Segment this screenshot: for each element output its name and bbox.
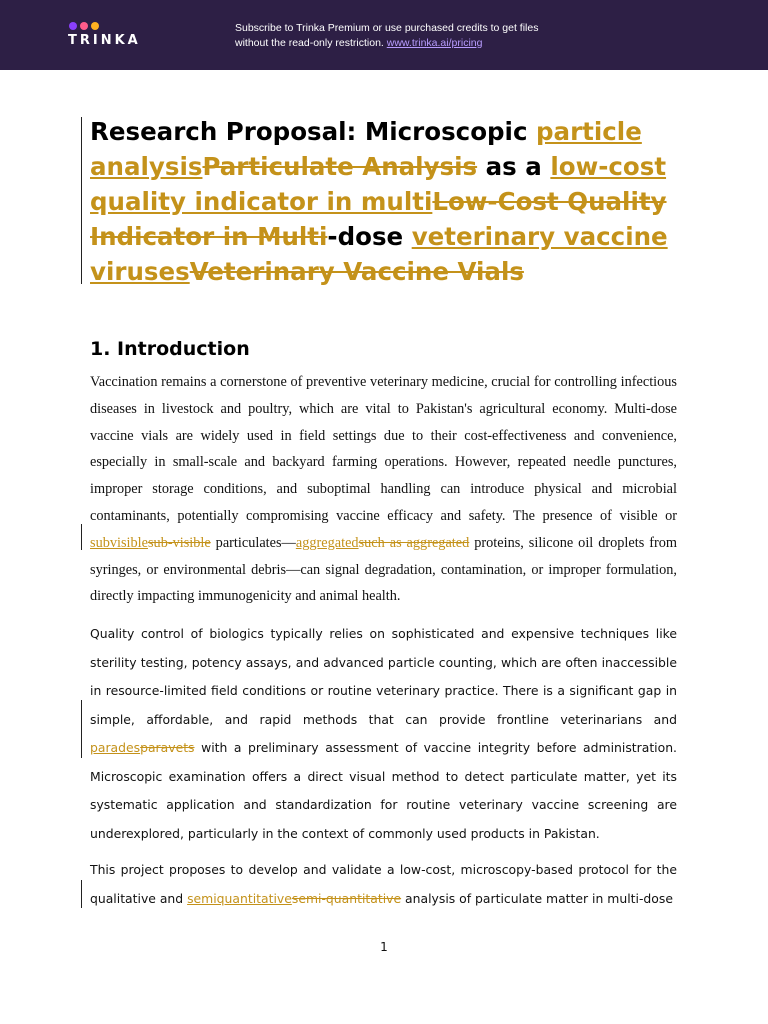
subscription-banner: [0, 0, 768, 70]
p3-deletion-1[interactable]: semi-quantitative: [291, 890, 402, 906]
p1-deletion-1[interactable]: sub-visible: [147, 534, 211, 551]
p2-text-2: with a preliminary assessment of vaccine integrity before administration. Microscopic examination offers a direct visual method to detect particulate matter, yet its systematic application and standardization for routine veterinary vaccine screening are underexplored, particularly in the context of commonly used products in Pakistan.: [90, 740, 677, 841]
change-bar-para2: [81, 700, 82, 758]
paragraph-3: [90, 856, 677, 913]
title-deletion-1[interactable]: Particulate Analysis: [202, 152, 478, 181]
p1-text-2: particulates—: [210, 534, 296, 551]
banner-message: [235, 21, 538, 51]
p2-deletion-1[interactable]: paravets: [140, 740, 195, 755]
title-text-2: as a: [477, 152, 551, 181]
title-insertion-1[interactable]: particle analysis: [90, 117, 642, 181]
p1-text-3: proteins, silicone oil droplets from syringes, or environmental debris—can signal degradation, contamination, or improper formulation, directly impacting immunogenicity and animal health.: [90, 534, 677, 605]
page-number: 1: [380, 940, 388, 954]
p1-text-1: Vaccination remains a cornerstone of preventive veterinary medicine, crucial for controlling infectious diseases in livestock and poultry, which are vital to Pakistan's agricultural economy. Multi-dose vaccine vials are widely used in field settings due to their cost-effectiveness and convenience, especially in small-scale and backyard farming operations. However, repeated needle punctures, improper storage conditions, and suboptimal handling can introduce physical and microbial contaminants, potentially compromising vaccine efficacy and safety. The presence of visible or: [90, 374, 677, 524]
logo-dot-pink: [80, 22, 88, 30]
change-bar-title: [81, 117, 82, 284]
paragraph-2: [90, 620, 677, 848]
title-insertion-3[interactable]: veterinary vaccine viruses: [90, 222, 668, 286]
document-title: [90, 114, 690, 289]
pricing-link[interactable]: www.trinka.ai/pricing: [386, 37, 483, 49]
p3-text-1: This project proposes to develop and validate a low-cost, microscopy-based protocol for the qualitative and: [90, 862, 677, 906]
brand-name: TRINKA: [68, 33, 141, 48]
logo-dots: [69, 22, 141, 30]
banner-message-line2: without the read-only restriction.: [235, 37, 384, 49]
trinka-logo[interactable]: [68, 22, 141, 48]
title-deletion-2[interactable]: Low-Cost Quality Indicator in Multi: [90, 187, 667, 251]
section-heading-introduction: 1. Introduction: [90, 338, 250, 360]
change-bar-para3: [81, 880, 82, 908]
banner-message-line2-row: [235, 36, 538, 51]
p1-insertion-2[interactable]: aggregated: [295, 534, 359, 551]
title-text-1: Research Proposal: Microscopic: [90, 117, 537, 146]
logo-dot-purple: [69, 22, 77, 30]
p3-text-2: analysis of particulate matter in multi-dose: [401, 890, 673, 906]
change-bar-para1: [81, 524, 82, 550]
title-insertion-2[interactable]: low-cost quality indicator in multi: [90, 152, 667, 216]
title-text-3: -dose: [327, 222, 412, 251]
p1-deletion-2[interactable]: such as aggregated: [358, 534, 470, 551]
p3-insertion-1[interactable]: semiquantitative: [187, 890, 292, 906]
paragraph-1: [90, 369, 677, 610]
banner-message-line1: Subscribe to Trinka Premium or use purchased credits to get files: [235, 22, 539, 34]
p1-insertion-1[interactable]: subvisible: [90, 534, 148, 551]
title-deletion-3[interactable]: Veterinary Vaccine Vials: [189, 257, 524, 286]
logo-dot-orange: [91, 22, 99, 30]
p2-text-1: Quality control of biologics typically relies on sophisticated and expensive techniques like sterility testing, potency assays, and advanced particle counting, which are often inaccessible in resource-limited field conditions or routine veterinary practice. There is a significant gap in simple, affordable, and rapid methods that can provide frontline veterinarians and: [90, 626, 677, 727]
p2-insertion-1[interactable]: parades: [90, 740, 141, 755]
